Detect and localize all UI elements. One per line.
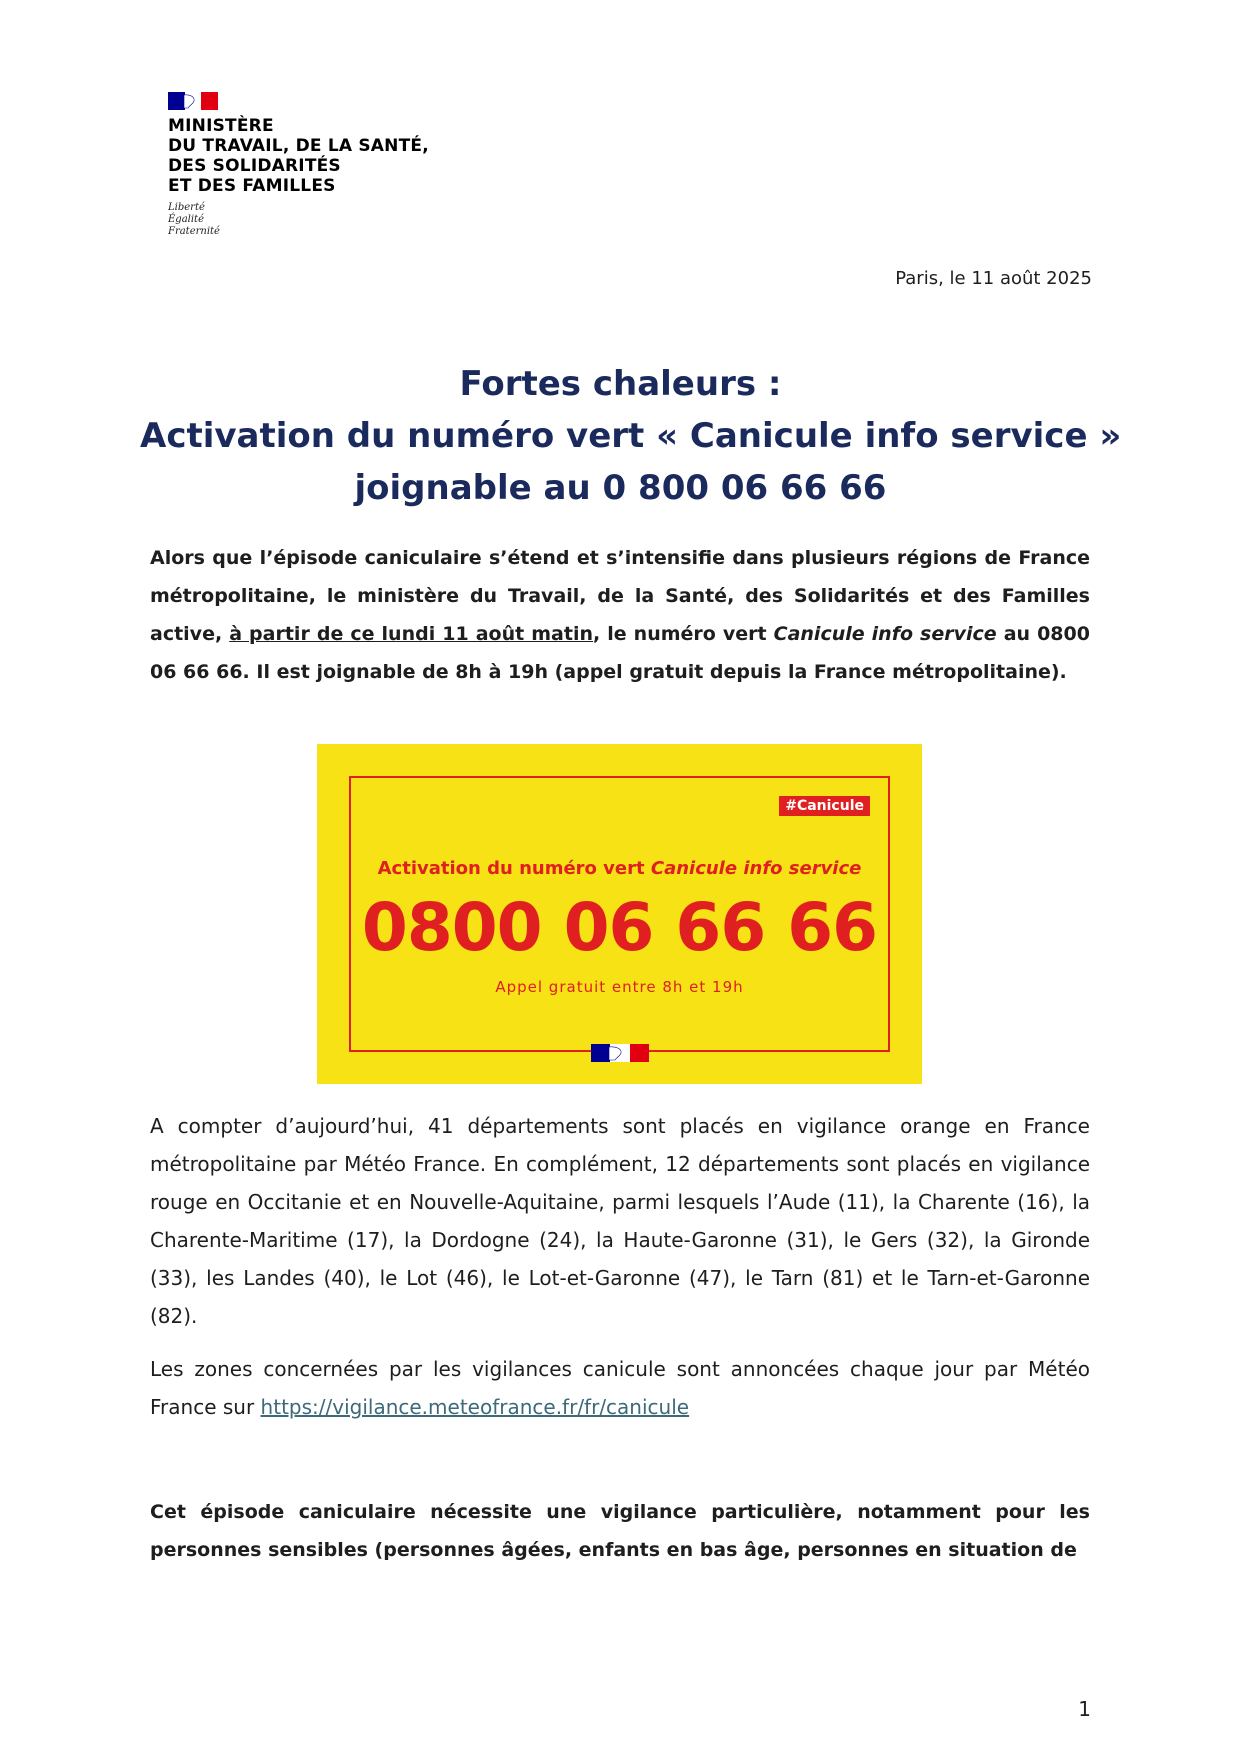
- banner-phone-number: 0800 06 66 66: [361, 889, 878, 966]
- hotline-banner: [317, 744, 922, 1084]
- ministry-line: DES SOLIDARITÉS: [168, 156, 341, 176]
- lead-text: , le numéro vert: [593, 623, 774, 645]
- banner-activation-prefix: Activation du numéro vert: [377, 858, 651, 879]
- lead-paragraph: [150, 539, 1090, 691]
- hashtag-badge: #Canicule: [779, 796, 870, 816]
- banner-flag: [591, 1042, 649, 1064]
- body-paragraph: [150, 1350, 1090, 1426]
- motto-line: Liberté: [168, 202, 205, 213]
- ministry-line: ET DES FAMILLES: [168, 176, 336, 196]
- ministry-line: DU TRAVAIL, DE LA SANTÉ,: [168, 136, 429, 156]
- title-line: Fortes chaleurs :: [459, 364, 782, 404]
- banner-subtitle: Appel gratuit entre 8h et 19h: [495, 978, 744, 996]
- press-release-date: Paris, le 11 août 2025: [895, 268, 1092, 289]
- lead-text: au 0800 06 66 66. Il est joignable de 8h à 19h (appel gratuit depuis la France métropolitaine).: [150, 623, 1090, 683]
- body-paragraph: A compter d’aujourd’hui, 41 départements sont placés en vigilance orange en France métropolitaine par Météo France. En complément, 12 départements sont placés en vigilance rouge en Occitanie et en Nouvelle-Aquitaine, parmi lesquels l’Aude (11), la Charente (16), la Charente-Maritime (17), la Dordogne (24), la Haute-Garonne (31), le Gers (32), la Gironde (33), les Landes (40), le Lot (46), le Lot-et-Garonne (47), le Tarn (81) et le Tarn-et-Garonne (82).: [150, 1114, 1090, 1328]
- ministry-logo: [168, 92, 429, 238]
- title-line: joignable au 0 800 06 66 66: [354, 468, 887, 508]
- meteofrance-link[interactable]: https://vigilance.meteofrance.fr/fr/canicule: [260, 1395, 690, 1419]
- banner-activation-text: [317, 858, 922, 879]
- motto-line: Égalité: [168, 214, 204, 225]
- lead-italic-text: Canicule info service: [773, 623, 997, 645]
- banner-activation-italic: Canicule info service: [650, 858, 862, 879]
- body-text: Les zones concernées par les vigilances canicule sont annoncées chaque jour par Météo France sur: [150, 1357, 1090, 1419]
- ministry-line: MINISTÈRE: [168, 116, 274, 136]
- page-number: 1: [1078, 1697, 1091, 1721]
- ministry-name: [168, 116, 429, 196]
- lead-underlined-text: à partir de ce lundi 11 août matin: [229, 623, 593, 645]
- marianne-flag-icon: [168, 92, 218, 110]
- motto: [168, 202, 429, 238]
- body-paragraph-bold: Cet épisode caniculaire nécessite une vigilance particulière, notamment pour les personnes sensibles (personnes âgées, enfants en bas âge, personnes en situation de: [150, 1501, 1090, 1561]
- page-title: [140, 358, 1122, 514]
- lead-text: Alors que l’épisode caniculaire s’étend et s’intensifie dans plusieurs régions de France métropolitaine, le ministère du Travail, de la Santé, des Solidarités et des Familles active,: [150, 547, 1090, 645]
- marianne-flag-icon: [591, 1044, 649, 1062]
- title-line: Activation du numéro vert « Canicule info service »: [140, 416, 1122, 456]
- motto-line: Fraternité: [168, 226, 220, 237]
